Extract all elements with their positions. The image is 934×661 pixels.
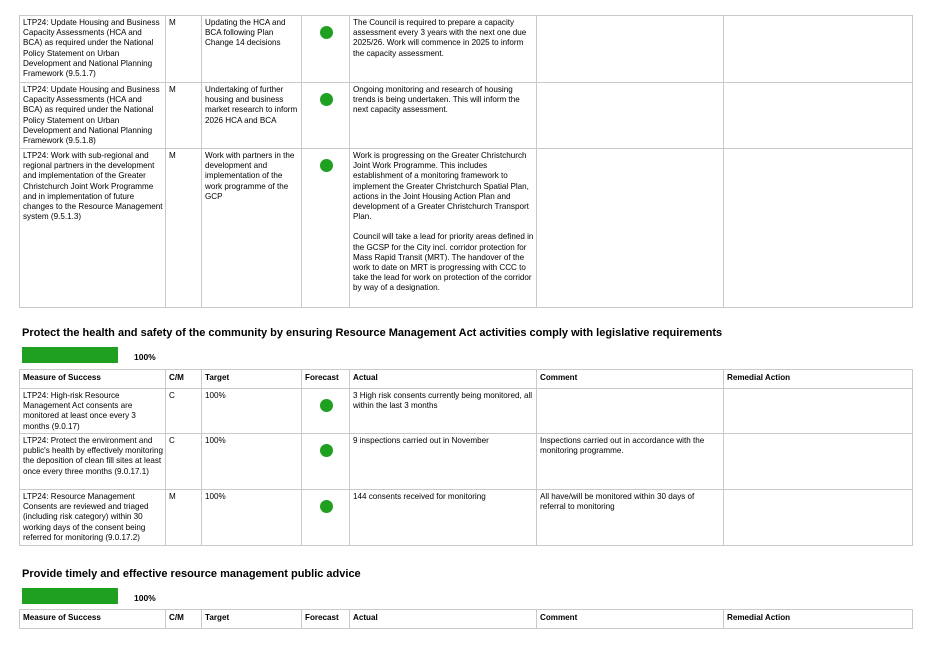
column-header: Target <box>202 610 302 629</box>
green-status-dot-icon <box>320 26 333 39</box>
actual-paragraph: Work is progressing on the Greater Christchurch Joint Work Programme. This includes establishment of a monitoring framework to implement the Greater Christchurch Spatial Plan, actions in the Joint Housing Action Plan and development of a Greater Christchurch Transport Plan. <box>353 151 529 222</box>
comment-cell <box>537 16 724 83</box>
cm-cell: C <box>166 434 202 490</box>
measure-cell: LTP24: High-risk Resource Management Act consents are monitored at least once every 3 months (9.0.17) <box>20 389 166 434</box>
target-cell: Undertaking of further housing and business market research to inform 2026 HCA and BCA <box>202 83 302 149</box>
target-cell: Work with partners in the development and implementation of the work programme of the GCP <box>202 149 302 308</box>
actual-cell: Ongoing monitoring and research of housing trends is being undertaken. This will inform the next capacity assessment. <box>350 83 537 149</box>
forecast-cell <box>302 389 350 434</box>
cm-cell: C <box>166 389 202 434</box>
measure-cell: LTP24: Resource Management Consents are reviewed and triaged (including risk category) within 30 working days of the consent being referred for monitoring (9.0.17.2) <box>20 490 166 546</box>
cm-cell: M <box>166 16 202 83</box>
table-row <box>20 490 913 546</box>
cm-cell: M <box>166 490 202 546</box>
forecast-cell <box>302 149 350 308</box>
forecast-cell <box>302 16 350 83</box>
remedial-cell <box>724 83 913 149</box>
section1-measures-table <box>19 369 913 546</box>
green-status-dot-icon <box>320 93 333 106</box>
column-header: Target <box>202 370 302 389</box>
target-cell: 100% <box>202 434 302 490</box>
measure-cell: LTP24: Work with sub-regional and regional partners in the development and implementation of the Greater Christchurch Joint Work Programme and in implementation of future changes to the Resource Management system (9.5.1.3) <box>20 149 166 308</box>
table-header-row <box>20 610 913 629</box>
measure-cell: LTP24: Protect the environment and public's health by effectively monitoring the deposition of clean fill sites at least once every three months (9.0.17.1) <box>20 434 166 490</box>
cm-cell: M <box>166 149 202 308</box>
remedial-cell <box>724 16 913 83</box>
forecast-cell <box>302 434 350 490</box>
green-status-dot-icon <box>320 159 333 172</box>
progress-label: 100% <box>134 352 156 362</box>
actual-paragraph: Council will take a lead for priority areas defined in the GCSP for the City incl. corridor protection for Mass Rapid Transit (MRT). The handover of the work to date on MRT is progressing with CCC to take the lead for work on protection of the corridor by way of a designation. <box>353 232 534 293</box>
cm-cell: M <box>166 83 202 149</box>
table-header-row <box>20 370 913 389</box>
column-header: Comment <box>537 610 724 629</box>
target-cell: 100% <box>202 389 302 434</box>
comment-cell: All have/will be monitored within 30 days of referral to monitoring <box>537 490 724 546</box>
actual-cell: 9 inspections carried out in November <box>350 434 537 490</box>
column-header: Remedial Action <box>724 610 913 629</box>
forecast-cell <box>302 83 350 149</box>
comment-cell: Inspections carried out in accordance with the monitoring programme. <box>537 434 724 490</box>
table-row <box>20 16 913 83</box>
actual-cell: 3 High risk consents currently being monitored, all within the last 3 months <box>350 389 537 434</box>
actual-cell: The Council is required to prepare a capacity assessment every 3 years with the next one due 2025/26. Work will commence in 2025 to inform the capacity assessment. <box>350 16 537 83</box>
column-header: Actual <box>350 370 537 389</box>
table-row <box>20 389 913 434</box>
column-header: Forecast <box>302 610 350 629</box>
progress-bar <box>22 347 118 363</box>
target-cell: 100% <box>202 490 302 546</box>
forecast-cell <box>302 490 350 546</box>
actual-cell: 144 consents received for monitoring <box>350 490 537 546</box>
column-header: Comment <box>537 370 724 389</box>
table-row <box>20 149 913 308</box>
remedial-cell <box>724 149 913 308</box>
column-header: C/M <box>166 370 202 389</box>
remedial-cell <box>724 389 913 434</box>
measure-cell: LTP24: Update Housing and Business Capacity Assessments (HCA and BCA) as required under the National Policy Statement on Urban Development and National Planning Framework (9.5.1.7) <box>20 16 166 83</box>
remedial-cell <box>724 490 913 546</box>
measure-cell: LTP24: Update Housing and Business Capacity Assessments (HCA and BCA) as required under the National Policy Statement on Urban Development and National Planning Framework (9.5.1.8) <box>20 83 166 149</box>
progress-bar <box>22 588 118 604</box>
progress-label: 100% <box>134 593 156 603</box>
green-status-dot-icon <box>320 444 333 457</box>
comment-cell <box>537 149 724 308</box>
comment-cell <box>537 389 724 434</box>
column-header: Remedial Action <box>724 370 913 389</box>
section-heading: Provide timely and effective resource management public advice <box>22 568 361 580</box>
comment-cell <box>537 83 724 149</box>
table-row <box>20 434 913 490</box>
green-status-dot-icon <box>320 500 333 513</box>
column-header: Measure of Success <box>20 610 166 629</box>
column-header: Measure of Success <box>20 370 166 389</box>
column-header: C/M <box>166 610 202 629</box>
column-header: Actual <box>350 610 537 629</box>
table-row <box>20 83 913 149</box>
section2-measures-table <box>19 609 913 629</box>
section-heading: Protect the health and safety of the community by ensuring Resource Management Act activities comply with legislative requirements <box>22 327 723 339</box>
remedial-cell <box>724 434 913 490</box>
column-header: Forecast <box>302 370 350 389</box>
actual-cell <box>350 149 537 308</box>
top-measures-table <box>19 15 913 308</box>
target-cell: Updating the HCA and BCA following Plan Change 14 decisions <box>202 16 302 83</box>
green-status-dot-icon <box>320 399 333 412</box>
